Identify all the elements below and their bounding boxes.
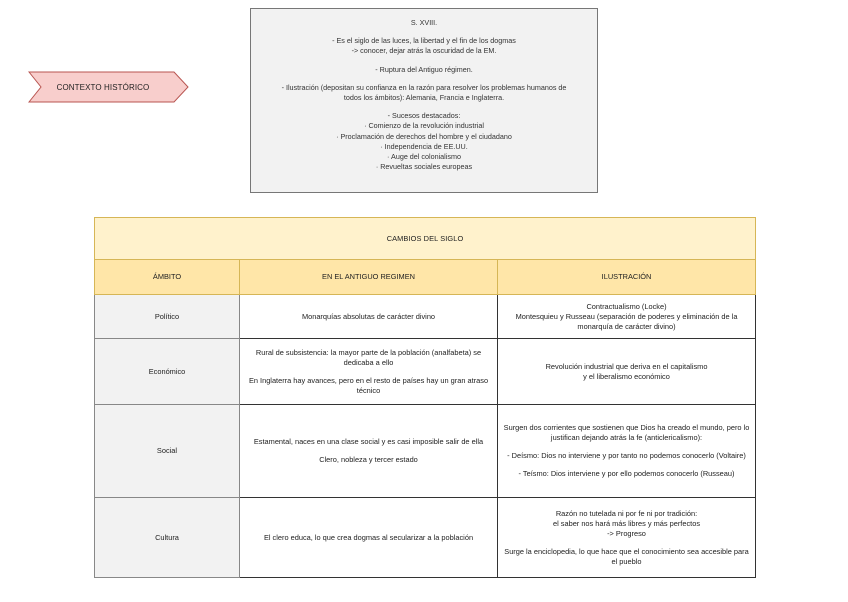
cell-line: - Teísmo: Dios interviene y por ello podemos conocerlo (Russeau) [518, 469, 735, 478]
cell-line [243, 368, 494, 376]
antiguo-cell [240, 339, 498, 405]
ambito-cell: Social [95, 405, 240, 498]
context-line [251, 57, 597, 65]
antiguo-cell [240, 498, 498, 578]
ilustracion-cell [498, 405, 756, 498]
table-row [95, 339, 756, 405]
context-line: · Independencia de EE.UU. [380, 141, 468, 151]
cell-line: Rural de subsistencia: la mayor parte de la población (analfabeta) se dedicaba a ello [255, 347, 482, 367]
cell-line: Surgen dos corrientes que sostienen que Dios ha creado el mundo, pero lo justifican dejando atrás la fe (anticlericalismo): [503, 423, 750, 442]
cell-line: el saber nos hará más libres y más perfectos [552, 518, 701, 528]
cell-line: -> Progreso [607, 528, 646, 538]
header-ambito: ÁMBITO [95, 260, 240, 295]
cell-line [501, 461, 752, 469]
cell-line: Monarquías absolutas de carácter divino [301, 311, 436, 321]
context-line: - Es el siglo de las luces, la libertad y el fin de los dogmas [332, 36, 516, 46]
table-title: CAMBIOS DEL SIGLO [95, 218, 756, 260]
changes-table [94, 217, 755, 578]
cell-line: Estamental, naces en una clase social y es casi imposible salir de ella [253, 437, 484, 446]
context-line: - Sucesos destacados: [387, 111, 461, 121]
cell-line: Surge la enciclopedia, lo que hace que el conocimiento sea accesible para el pueblo [504, 546, 749, 566]
table-row [95, 405, 756, 498]
context-summary-box [250, 8, 598, 193]
header-antiguo-regimen: EN EL ANTIGUO REGIMEN [240, 260, 498, 295]
antiguo-cell [240, 295, 498, 339]
context-label-arrow [28, 71, 190, 103]
table-row [95, 498, 756, 578]
cell-line: - Deísmo: Dios no interviene y por tanto no podemos conocerlo (Voltaire) [507, 451, 746, 460]
cell-line: En Inglaterra hay avances, pero en el resto de países hay un gran atraso técnico [248, 375, 489, 395]
context-line: · Auge del colonialismo [387, 152, 461, 162]
context-label: CONTEXTO HISTÓRICO [56, 82, 150, 92]
cell-line: Clero, nobleza y tercer estado [319, 455, 418, 464]
context-line: · Revueltas sociales europeas [375, 162, 473, 172]
cell-line [501, 443, 752, 451]
context-line: - Ilustración (depositan su confianza en la razón para resolver los problemas humanos de [281, 82, 567, 92]
cell-line: Revolución industrial que deriva en el capitalismo [545, 361, 708, 371]
context-line: todos los ámbitos): Alemania, Francia e Inglaterra. [343, 93, 505, 103]
context-line [251, 75, 597, 83]
cell-line: Contractualismo (Locke) [586, 301, 667, 311]
cell-line: Montesquieu y Russeau (separación de poderes y eliminación de la monarquía de carácter divino) [515, 311, 738, 331]
ilustracion-cell [498, 339, 756, 405]
context-line [251, 28, 597, 36]
cell-line: El clero educa, lo que crea dogmas al secularizar a la población [263, 532, 474, 542]
context-line: · Proclamación de derechos del hombre y el ciudadano [336, 131, 512, 141]
cell-line: Razón no tutelada ni por fe ni por tradición: [555, 508, 698, 518]
context-line: - Ruptura del Antiguo régimen. [375, 64, 473, 74]
header-ilustracion: ILUSTRACIÓN [498, 260, 756, 295]
table-row [95, 295, 756, 339]
context-title: S. XVIII. [410, 18, 438, 27]
cell-line: y el liberalismo económico [583, 371, 670, 381]
ilustracion-cell [498, 295, 756, 339]
cell-line [243, 447, 494, 455]
ambito-cell: Económico [95, 339, 240, 405]
context-line [251, 103, 597, 111]
context-line: · Comienzo de la revolución industrial [364, 121, 484, 131]
cell-line [501, 539, 752, 547]
ambito-cell: Político [95, 295, 240, 339]
ilustracion-cell [498, 498, 756, 578]
context-line: -> conocer, dejar atrás la oscuridad de la EM. [351, 46, 497, 56]
ambito-cell: Cultura [95, 498, 240, 578]
antiguo-cell [240, 405, 498, 498]
